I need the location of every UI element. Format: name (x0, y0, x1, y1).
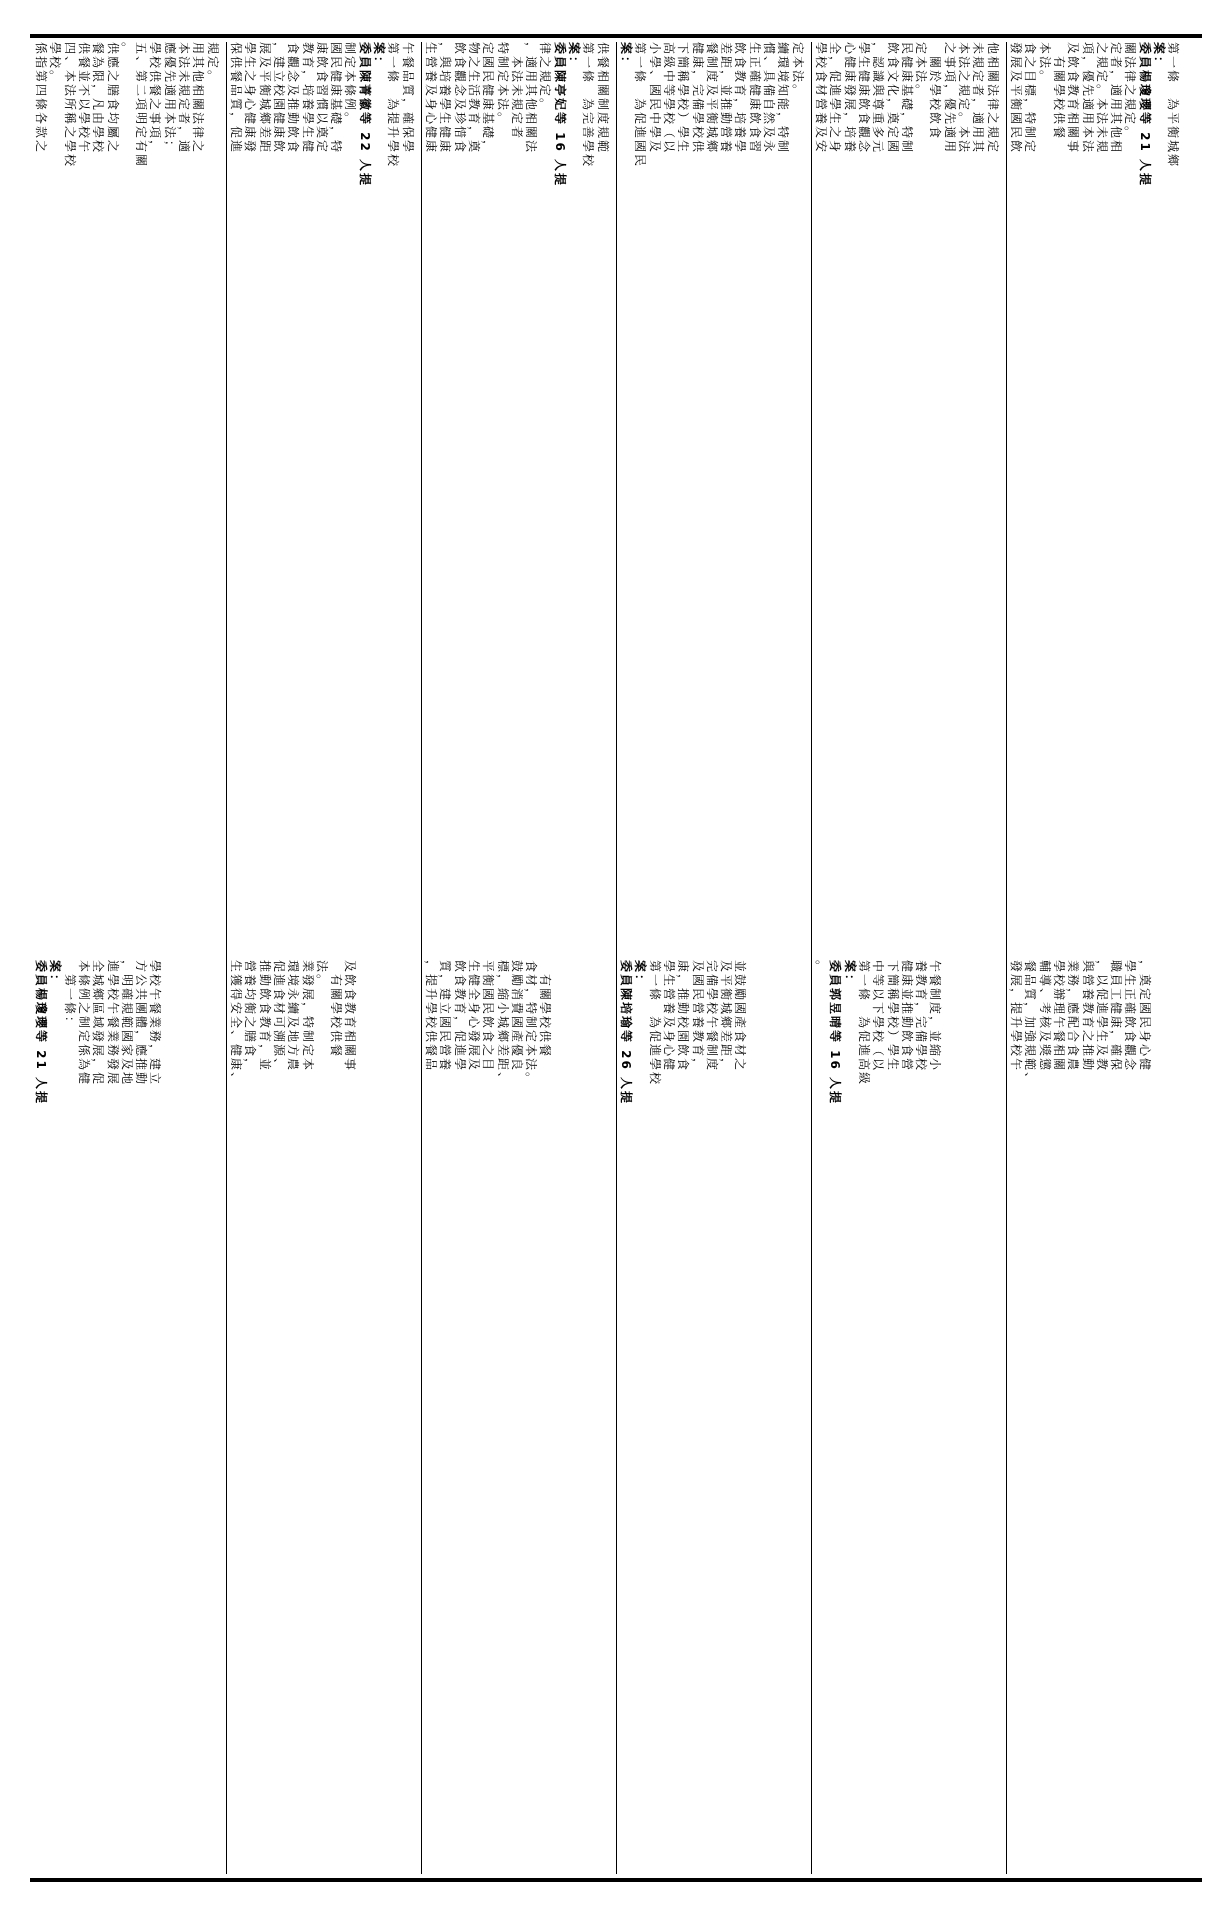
text-line-content: 第一條 為完善學校 (581, 42, 596, 169)
text-line-content: 差距，並推動營養 (719, 42, 734, 155)
text-line-content: 規定。 (205, 42, 220, 85)
text-line (886, 42, 900, 957)
text-line-content: 餐為限，凡由學校 (91, 42, 106, 155)
text-line (510, 42, 524, 957)
text-line (510, 960, 524, 1874)
text-line-content: 關法律之規定。 (1123, 42, 1138, 141)
text-line-content: 餐品質，加強規範、 (1023, 960, 1038, 1087)
text-line-content: 飲食觀念及珍惜食 (452, 42, 467, 155)
text-line (120, 42, 134, 957)
text-line (34, 42, 48, 957)
text-line (301, 42, 315, 957)
text-line (705, 42, 719, 957)
text-line-content: 標，縮小城鄉差距、 (495, 960, 510, 1087)
text-line (496, 960, 510, 1874)
text-line-content: 學校辦理午餐相關 (1051, 960, 1066, 1073)
text-line-content: 養教育，完備學校 (914, 960, 929, 1073)
text-block (229, 42, 416, 1874)
text-line (619, 42, 633, 957)
text-line (733, 960, 747, 1874)
text-line-content: 飲食文化，奠定國 (885, 42, 900, 155)
text-line (1009, 42, 1023, 957)
text-line-content: 慣、具備自然及永 (762, 42, 776, 155)
text-line (886, 960, 900, 1874)
text-line-content: 法。 (314, 960, 329, 989)
text-line (467, 960, 481, 1874)
text-line-content: ，以促進學生及教 (1094, 960, 1109, 1073)
text-line (163, 42, 177, 957)
text-line (1138, 42, 1152, 957)
text-line-content: ，適用其他相關法 (524, 42, 539, 155)
text-line (943, 42, 957, 957)
text-line (63, 960, 77, 1874)
text-line (315, 42, 329, 957)
text-line-content: 健康並推動飲食營 (899, 960, 914, 1073)
text-line-content: 食之目標，特制定 (1023, 42, 1038, 155)
text-line-content: 制定本條例。 (343, 42, 358, 127)
text-line-content: ，與培養學生健康 (438, 42, 453, 155)
text-line-content: 教育，培養學生健 (300, 42, 315, 155)
text-line-content: ，提升學校供餐品 (424, 960, 438, 1073)
text-line-content: 職員工健康，確保 (1109, 960, 1124, 1073)
text-line (814, 42, 828, 957)
text-line (229, 960, 243, 1874)
text-line (553, 42, 567, 957)
text-line-content: 第一條 為促進國民 (633, 42, 648, 169)
text-line-content: 發展，提升學校午 (1009, 960, 1023, 1073)
text-line-content: 保供餐品質，促進 (229, 42, 243, 155)
column-divider (421, 42, 422, 1874)
text-line (596, 42, 610, 957)
text-line (928, 960, 942, 1874)
text-line (301, 960, 315, 1874)
text-line (1123, 960, 1137, 1874)
text-line-content: 及平衡城鄉差距， (719, 960, 734, 1073)
text-line-content: 委員楊瓊瓔等 21 人提 (1137, 42, 1152, 188)
text-line-content: ，明確規範國家及地 (119, 960, 134, 1087)
text-line-content: 餐制度及平衡城鄉 (704, 42, 719, 155)
text-line (633, 42, 647, 957)
text-line-content: 定國民健康基礎， (481, 42, 496, 155)
text-line (91, 960, 105, 1874)
text-line (243, 960, 257, 1874)
text-line (1023, 960, 1037, 1874)
text-line (871, 960, 885, 1874)
text-line (914, 42, 928, 957)
text-line-content: 生健全身心發展及 (466, 960, 481, 1073)
text-line-content: 生營養及身心健康 (424, 42, 438, 155)
text-line (1038, 960, 1052, 1874)
text-line (272, 960, 286, 1874)
text-line (206, 42, 220, 957)
text-line (1038, 42, 1052, 957)
text-line (48, 42, 62, 957)
text-line-content: 定本法。 (914, 42, 929, 99)
text-line-content: 本法未規定者 (509, 42, 524, 141)
text-line (871, 42, 885, 957)
text-line (1109, 960, 1123, 1874)
text-line (971, 42, 985, 957)
text-block (424, 42, 611, 1874)
text-line-content: 關於學校飲食 (928, 42, 943, 141)
text-block (814, 42, 1001, 1874)
text-line (691, 42, 705, 957)
text-line-content: 供餐並不以學校午 (76, 42, 91, 155)
text-line (48, 960, 62, 1874)
text-line-content: 全，促進學生之身 (828, 42, 843, 155)
text-line (438, 42, 452, 957)
text-line (648, 960, 662, 1874)
text-line-content: 有關學校供餐 (1051, 42, 1066, 141)
text-line-content: 推動飲食教育，並 (257, 960, 272, 1073)
text-line (148, 960, 162, 1874)
text-line-content: 全城鄉區域發展，促 (91, 960, 106, 1087)
text-line-content: 第一條 為提升學校 (386, 42, 401, 169)
text-line (343, 42, 357, 957)
text-line-content: 發展及平衡國民飲 (1009, 42, 1023, 155)
text-line (481, 42, 495, 957)
text-line-content: 國民健康基礎，特 (329, 42, 344, 155)
column-divider (1006, 42, 1007, 1874)
text-line (619, 960, 633, 1874)
text-line-content: 本法之規定。本法 (957, 42, 971, 155)
text-line (148, 42, 162, 957)
text-line (843, 42, 857, 957)
text-line-content: 飲食教育，培養學 (733, 42, 748, 155)
text-line-content: 委員陳培瑜等 26 人提 (619, 960, 633, 1106)
text-line-content: 健康，完備學校供 (690, 42, 705, 155)
text-line (914, 960, 928, 1874)
text-line-content: 康飲食習慣以奠定 (314, 42, 329, 155)
text-line-content: ，奠定國民身心健 (1137, 960, 1152, 1073)
text-line (1123, 42, 1137, 957)
text-line-content: 係指第四條各款之 (34, 42, 48, 155)
text-line-content: 應優先適用本法； (162, 42, 177, 155)
text-line-content: 律之規定。 (538, 42, 553, 113)
text-line (106, 42, 120, 957)
text-line (676, 42, 690, 957)
text-line (272, 42, 286, 957)
text-line (1052, 42, 1066, 957)
text-line-content: 輔導、考核及獎懲 (1037, 960, 1052, 1073)
text-line-content: 鼓勵消費國產優良 (509, 960, 524, 1073)
text-line (134, 42, 148, 957)
text-line-content: 第一條 為促進高級 (856, 960, 871, 1087)
text-line-content: 完備學校午餐制度 (704, 960, 719, 1073)
text-line (481, 960, 495, 1874)
text-line-content: 案： (1152, 42, 1166, 71)
text-line (1166, 42, 1180, 957)
text-line-content: 學生營養及身心健 (661, 960, 676, 1073)
text-line (286, 960, 300, 1874)
text-line-content: 案： (567, 42, 581, 71)
text-line (134, 960, 148, 1874)
text-line (719, 42, 733, 957)
text-line-content: 生獲得安全、健康、 (229, 960, 243, 1087)
text-line-content: 案： (633, 960, 648, 989)
text-line-content: 定者，適用其他相 (1109, 42, 1124, 155)
text-line (828, 42, 842, 957)
text-line-content: 生正確健康飲食習 (747, 42, 762, 155)
text-line (372, 42, 386, 957)
text-line-content: 五、第二項明定有關 (134, 42, 149, 169)
text-line (928, 42, 942, 957)
text-line-content: 方公共團體，應推動 (134, 960, 149, 1087)
text-line (857, 960, 871, 1874)
text-line-content: 午餐品質，確保學 (400, 42, 415, 155)
text-line (243, 42, 257, 957)
text-line (828, 960, 842, 1874)
text-line-content: 本條例之制定係為健 (76, 960, 91, 1087)
text-line-content: 及國民營養教育， (690, 960, 705, 1073)
text-line-content: 學校供餐之事項， (148, 42, 163, 155)
text-block (1009, 42, 1196, 1874)
text-line-content: 並鼓勵國產食材之 (733, 960, 748, 1073)
text-line-content: 與營養教育之推動 (1080, 960, 1095, 1073)
text-line-content: 續環境知能，特制 (776, 42, 791, 155)
text-line (286, 42, 300, 957)
text-line-content: 有關學校供餐 (329, 960, 344, 1059)
text-line-content: 康，推動校園飲食 (676, 960, 691, 1073)
text-line (453, 960, 467, 1874)
text-line-content: 委員陳菁徽等 22 人提 (357, 42, 372, 188)
text-line (1081, 42, 1095, 957)
text-line-content: 業務，應配合食農 (1066, 960, 1081, 1073)
text-line (662, 42, 676, 957)
text-line-content: 下簡稱學校）學生 (676, 42, 691, 155)
text-line (358, 42, 372, 957)
text-line-content: 第一條 為平衡城鄉 (1166, 42, 1181, 169)
text-line (467, 42, 481, 957)
text-line (229, 42, 243, 957)
text-line-content: 有關學校供餐 (538, 960, 553, 1059)
text-line-content: 學校午餐業務，建立 (148, 960, 163, 1087)
text-line-content: 午餐制度，並縮小 (928, 960, 943, 1073)
top-rule (30, 34, 1202, 38)
text-line (814, 960, 828, 1874)
text-line-content: 展及平衡城鄉差距 (257, 42, 272, 155)
text-line-content: 學生之身心健康發 (243, 42, 258, 155)
text-line (77, 960, 91, 1874)
text-line-content: 平衡國民飲食之目 (481, 960, 496, 1073)
text-line-content: 食材，特制定本法。 (524, 960, 539, 1087)
text-line-content: 物之生活教育，奠 (466, 42, 481, 155)
text-line-content: 質，建立國民營養 (438, 960, 453, 1073)
text-line-content: 第一條： (62, 960, 77, 1031)
text-line-content: 及飲食教育相關事 (1066, 42, 1081, 155)
text-line (900, 960, 914, 1874)
text-line-content: 環境永續及地方農 (286, 960, 301, 1073)
text-line (343, 960, 357, 1874)
text-line-content: 項，優先適用本法 (1080, 42, 1095, 155)
text-line-content: 民健康基礎，特制 (899, 42, 914, 155)
text-line-content: 他相關法律之規定 (985, 42, 1000, 155)
text-line (1066, 42, 1080, 957)
text-line (538, 42, 552, 957)
text-line-content: 高級中等學校（以 (661, 42, 676, 155)
text-line-content: 促進食材可溯源、 (271, 960, 286, 1073)
text-line-content: 飲食教育，促進學 (452, 960, 467, 1073)
text-line-content: 之規定。本法未規 (1094, 42, 1109, 155)
text-line-content: 進學校午餐業務發展 (105, 960, 120, 1087)
text-line-content: 營養均衡之膳食， (243, 960, 258, 1073)
text-line (776, 42, 790, 957)
text-line (77, 42, 91, 957)
text-line (63, 42, 77, 957)
text-line-content: ，建立校園健康飲 (271, 42, 286, 155)
bottom-rule (30, 1878, 1202, 1882)
text-line (1066, 960, 1080, 1874)
text-line (691, 960, 705, 1874)
text-line-content: 第一條 為促進學校 (647, 960, 662, 1087)
text-line (34, 960, 48, 1874)
text-line-content: 之事項，優先適用 (942, 42, 957, 155)
text-line (1081, 960, 1095, 1874)
text-line-content: 委員郭昱晴等 16 人提 (828, 960, 843, 1106)
text-line (648, 42, 662, 957)
text-line (1023, 42, 1037, 957)
text-line (1138, 960, 1152, 1874)
text-line (1109, 42, 1123, 957)
text-line (857, 42, 871, 957)
text-line (106, 960, 120, 1874)
text-line (633, 960, 647, 1874)
text-line (424, 42, 438, 957)
text-line (748, 42, 762, 957)
text-line-content: 本法。 (1037, 42, 1052, 85)
text-line-content: 四、本法所稱之學校 (62, 42, 77, 169)
text-line-content: ，認識與尊重多元 (871, 42, 886, 155)
text-line (120, 960, 134, 1874)
text-line-content: 委員楊瓊瓔等 21 人提 (34, 960, 48, 1106)
text-line (453, 42, 467, 957)
text-line (524, 960, 538, 1874)
text-line (329, 960, 343, 1874)
text-line (329, 42, 343, 957)
text-line-content: 案： (48, 960, 63, 989)
text-line-content: 案： (619, 42, 633, 71)
text-line-content: 學校食材營養及安 (814, 42, 828, 155)
text-line (315, 960, 329, 1874)
text-line-content: 案： (372, 42, 386, 71)
text-line (538, 960, 552, 1874)
text-line-content: 食觀念及推動飲食 (286, 42, 301, 155)
text-line (177, 42, 191, 957)
document-page (30, 42, 1202, 1874)
text-line-content: 特制定本法。 (495, 42, 510, 127)
text-line-content: 委員陳亭妃等 16 人提 (552, 42, 567, 188)
text-line (386, 42, 400, 957)
text-line-content: 中等以下學校（以 (871, 960, 886, 1073)
text-line-content: 供應之膳食均屬之 (105, 42, 120, 155)
text-line (791, 42, 805, 957)
text-line (1095, 42, 1109, 957)
text-block (34, 42, 221, 1874)
text-line (567, 42, 581, 957)
text-line-content: 及飲食教育相關事 (343, 960, 358, 1073)
text-line (1152, 42, 1166, 957)
text-line (705, 960, 719, 1874)
column-divider (811, 42, 812, 1874)
text-line-content: 本法未規定者，適 (177, 42, 191, 155)
text-line-content: 學生正確飲食觀念 (1123, 960, 1138, 1073)
text-line (957, 42, 971, 957)
text-line-content: 用其他相關法律之 (191, 42, 206, 155)
text-line (581, 42, 595, 957)
text-line (900, 42, 914, 957)
text-line-content: 心健康發展，培養 (842, 42, 857, 155)
text-line (524, 42, 538, 957)
text-block (619, 42, 806, 1874)
text-line-content: 學校。 (48, 42, 63, 85)
text-line-content: 案： (842, 960, 857, 989)
text-line (91, 42, 105, 957)
text-line-content: 下簡稱學校）學生 (885, 960, 900, 1073)
text-line (496, 42, 510, 957)
text-line-content: 。 (119, 42, 134, 57)
text-line-content: 。 (814, 960, 828, 975)
text-line (719, 960, 733, 1874)
text-line (676, 960, 690, 1874)
text-line (438, 960, 452, 1874)
text-line-content: 定本法。 (790, 42, 805, 99)
text-line (401, 42, 415, 957)
text-line (1009, 960, 1023, 1874)
text-line-content: 學生健康飲食觀念 (856, 42, 871, 155)
text-line (1095, 960, 1109, 1874)
text-line (191, 42, 205, 957)
text-line (1052, 960, 1066, 1874)
text-line (986, 42, 1000, 957)
text-line (424, 960, 438, 1874)
column-divider (226, 42, 227, 1874)
text-line (733, 42, 747, 957)
text-line (843, 960, 857, 1874)
text-line (662, 960, 676, 1874)
text-line (258, 960, 272, 1874)
column-divider (616, 42, 617, 1874)
text-line (762, 42, 776, 957)
text-line-content: 供餐相關制度規範 (595, 42, 610, 155)
text-line-content: 業發展，特制定本 (300, 960, 315, 1073)
text-line (258, 42, 272, 957)
text-line-content: 小學、國民中學及 (647, 42, 662, 155)
text-line-content: 未規定者，適用其 (971, 42, 986, 155)
